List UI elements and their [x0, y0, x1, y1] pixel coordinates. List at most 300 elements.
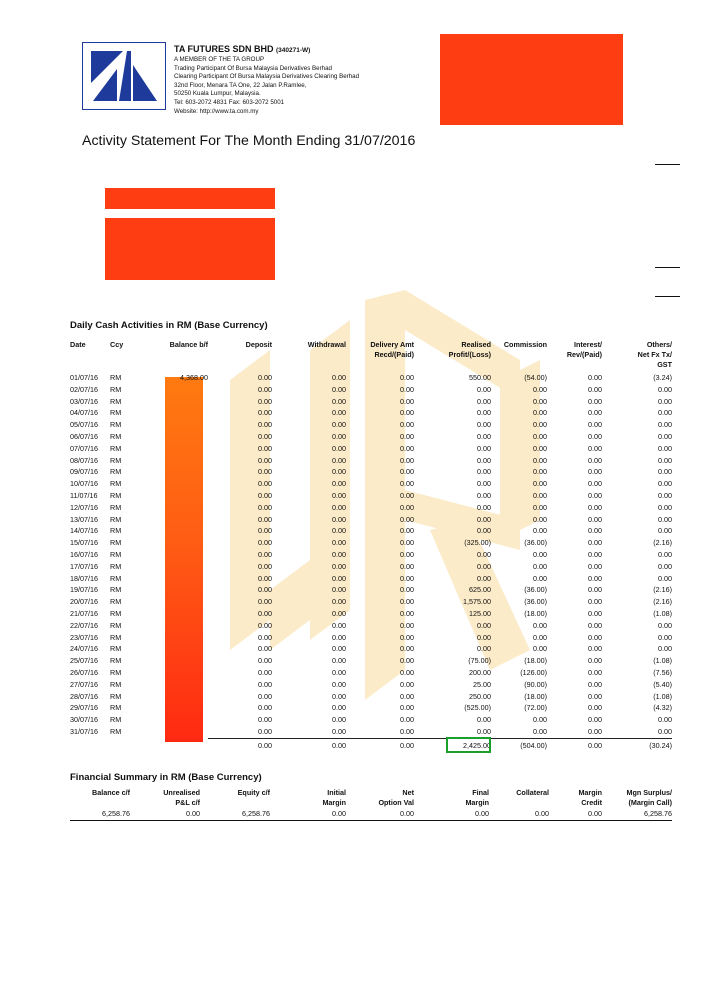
header-deposit: Deposit	[245, 340, 272, 349]
cell-deposit: 0.00	[258, 597, 272, 607]
cell-balance	[150, 679, 208, 691]
cell-others: (5.40)	[653, 679, 672, 689]
cell-deposit: 0.00	[258, 691, 272, 701]
cell-interest: 0.00	[588, 514, 602, 524]
summary-header-line2: Margin	[465, 798, 489, 807]
company-details	[174, 44, 434, 116]
cell-withdrawal: 0.00	[332, 656, 346, 666]
cell-balance	[150, 525, 208, 537]
cell-date: 03/07/16	[70, 396, 98, 406]
cell-interest: 0.00	[588, 726, 602, 736]
cell-delivery: 0.00	[400, 408, 414, 418]
company-name-line	[174, 44, 434, 56]
header-others-line2: Net Fx Tx/	[637, 350, 672, 359]
cell-delivery: 0.00	[400, 443, 414, 453]
total-deposit: 0.00	[208, 738, 272, 752]
total-withdrawal: 0.00	[272, 738, 346, 752]
cell-deposit: 0.00	[258, 384, 272, 394]
cell-interest: 0.00	[588, 667, 602, 677]
cell-interest: 0.00	[588, 420, 602, 430]
cell-others: 0.00	[658, 514, 672, 524]
cell-delivery: 0.00	[400, 396, 414, 406]
cell-others: 0.00	[658, 455, 672, 465]
cell-deposit: 0.00	[258, 703, 272, 713]
cell-others: 0.00	[658, 549, 672, 559]
header-balance: Balance b/f	[169, 340, 208, 349]
table-row	[70, 632, 672, 644]
cell-balance	[150, 667, 208, 679]
cell-delivery: 0.00	[400, 549, 414, 559]
cell-delivery: 0.00	[400, 514, 414, 524]
summary-header-line1: Initial	[327, 788, 346, 797]
cell-realised: (525.00)	[464, 703, 491, 713]
table-row	[70, 514, 672, 526]
cell-delivery: 0.00	[400, 644, 414, 654]
cell-realised: 0.00	[477, 715, 491, 725]
cell-ccy: RM	[110, 431, 122, 441]
cell-others: 0.00	[658, 467, 672, 477]
company-logo	[82, 42, 166, 110]
summary-header-line2	[70, 798, 130, 808]
cell-interest: 0.00	[588, 679, 602, 689]
cell-balance	[150, 478, 208, 490]
cell-interest: 0.00	[588, 585, 602, 595]
table-row	[70, 466, 672, 478]
table-row	[70, 667, 672, 679]
total-interest: 0.00	[547, 738, 602, 752]
cell-withdrawal: 0.00	[332, 408, 346, 418]
cell-empty	[70, 738, 110, 752]
cell-balance	[150, 561, 208, 573]
cell-deposit: 0.00	[258, 538, 272, 548]
cell-delivery: 0.00	[400, 703, 414, 713]
cell-withdrawal: 0.00	[332, 538, 346, 548]
header-delivery-line2: Recd/(Paid)	[374, 350, 414, 359]
cell-interest: 0.00	[588, 373, 602, 382]
cell-deposit: 0.00	[258, 679, 272, 689]
cell-balance	[150, 466, 208, 478]
cell-deposit: 0.00	[258, 420, 272, 430]
cell-commission: (36.00)	[524, 585, 547, 595]
cell-ccy: RM	[110, 549, 122, 559]
cell-withdrawal: 0.00	[332, 608, 346, 618]
cell-withdrawal: 0.00	[332, 715, 346, 725]
cell-commission: (126.00)	[520, 667, 547, 677]
cell-date: 22/07/16	[70, 620, 98, 630]
cell-date: 28/07/16	[70, 691, 98, 701]
summary-header	[270, 788, 346, 808]
cell-deposit: 0.00	[258, 656, 272, 666]
summary-header-line2: (Margin Call)	[628, 798, 672, 807]
cell-date: 24/07/16	[70, 644, 98, 654]
cell-withdrawal: 0.00	[332, 431, 346, 441]
cell-withdrawal: 0.00	[332, 549, 346, 559]
cell-deposit: 0.00	[258, 644, 272, 654]
table-row	[70, 714, 672, 726]
cell-interest: 0.00	[588, 502, 602, 512]
cell-commission: 0.00	[533, 632, 547, 642]
cell-date: 18/07/16	[70, 573, 98, 583]
cell-commission: 0.00	[533, 726, 547, 736]
cell-balance	[150, 431, 208, 443]
cell-commission: (36.00)	[524, 597, 547, 607]
cell-ccy: RM	[110, 420, 122, 430]
cell-others: 0.00	[658, 526, 672, 536]
cell-realised: 550.00	[469, 373, 491, 382]
company-name: TA FUTURES SDN BHD	[174, 44, 274, 54]
cell-ccy: RM	[110, 608, 122, 618]
divider	[655, 267, 680, 268]
cell-others: (1.08)	[653, 691, 672, 701]
cell-balance	[150, 443, 208, 455]
cell-realised: 0.00	[477, 502, 491, 512]
cell-realised: 0.00	[477, 479, 491, 489]
company-line: A MEMBER OF THE TA GROUP	[174, 56, 265, 63]
cell-delivery: 0.00	[400, 561, 414, 571]
cell-commission: 0.00	[533, 561, 547, 571]
cell-balance	[150, 608, 208, 620]
summary-value: 0.00	[332, 809, 346, 818]
cell-deposit: 0.00	[258, 408, 272, 418]
cell-balance	[150, 643, 208, 655]
cell-date: 13/07/16	[70, 514, 98, 524]
cell-deposit: 0.00	[258, 526, 272, 536]
cell-date: 16/07/16	[70, 549, 98, 559]
cell-interest: 0.00	[588, 644, 602, 654]
cell-ccy: RM	[110, 490, 122, 500]
cell-interest: 0.00	[588, 549, 602, 559]
cell-withdrawal: 0.00	[332, 597, 346, 607]
cell-withdrawal: 0.00	[332, 479, 346, 489]
cell-date: 02/07/16	[70, 384, 98, 394]
cell-delivery: 0.00	[400, 490, 414, 500]
cell-balance	[150, 620, 208, 632]
financial-summary-table	[70, 788, 672, 820]
table-row	[70, 655, 672, 667]
table-row	[70, 419, 672, 431]
cell-delivery: 0.00	[400, 573, 414, 583]
cell-commission: 0.00	[533, 526, 547, 536]
cell-interest: 0.00	[588, 715, 602, 725]
cell-date: 07/07/16	[70, 443, 98, 453]
cell-realised: 0.00	[477, 573, 491, 583]
cell-withdrawal: 0.00	[332, 455, 346, 465]
cell-interest: 0.00	[588, 691, 602, 701]
total-others: (30.24)	[602, 738, 672, 752]
cell-delivery: 0.00	[400, 667, 414, 677]
cell-deposit: 0.00	[258, 502, 272, 512]
header-delivery-line1: Delivery Amt	[370, 340, 414, 349]
cell-others: 0.00	[658, 573, 672, 583]
summary-header-line2	[489, 798, 549, 808]
cell-realised: 0.00	[477, 467, 491, 477]
cell-others: (2.16)	[653, 585, 672, 595]
summary-value: 0.00	[400, 809, 414, 818]
cell-others: 0.00	[658, 396, 672, 406]
cell-others: (1.08)	[653, 656, 672, 666]
cell-deposit: 0.00	[258, 561, 272, 571]
header-commission: Commission	[503, 340, 547, 349]
cell-deposit: 0.00	[258, 726, 272, 736]
cell-realised: 1,575.00	[463, 597, 491, 607]
summary-header	[130, 788, 200, 808]
cell-ccy: RM	[110, 384, 122, 394]
cell-delivery: 0.00	[400, 679, 414, 689]
cell-commission: 0.00	[533, 467, 547, 477]
cell-deposit: 0.00	[258, 467, 272, 477]
cell-commission: 0.00	[533, 443, 547, 453]
cell-others: (7.56)	[653, 667, 672, 677]
cell-balance	[150, 502, 208, 514]
summary-values-row	[70, 808, 672, 820]
cell-ccy: RM	[110, 632, 122, 642]
cell-realised: 0.00	[477, 384, 491, 394]
redaction-block-address	[105, 218, 275, 280]
cell-balance	[150, 691, 208, 703]
cell-delivery: 0.00	[400, 467, 414, 477]
company-line: Website: http://www.ta.com.my	[174, 107, 259, 115]
cell-commission: (18.00)	[524, 691, 547, 701]
cell-withdrawal: 0.00	[332, 691, 346, 701]
cell-deposit: 0.00	[258, 608, 272, 618]
cell-ccy: RM	[110, 573, 122, 583]
cell-interest: 0.00	[588, 467, 602, 477]
cell-withdrawal: 0.00	[332, 679, 346, 689]
cell-ccy: RM	[110, 691, 122, 701]
summary-value: 0.00	[475, 809, 489, 818]
summary-header-line2: P&L c/f	[175, 798, 200, 807]
cell-commission: 0.00	[533, 549, 547, 559]
cell-deposit: 0.00	[258, 479, 272, 489]
cell-commission: 0.00	[533, 384, 547, 394]
cell-others: 0.00	[658, 490, 672, 500]
cell-withdrawal: 0.00	[332, 703, 346, 713]
cell-withdrawal: 0.00	[332, 526, 346, 536]
cell-date: 23/07/16	[70, 632, 98, 642]
cell-realised: 0.00	[477, 420, 491, 430]
cell-withdrawal: 0.00	[332, 502, 346, 512]
summary-header-row	[70, 788, 672, 808]
cell-withdrawal: 0.00	[332, 585, 346, 595]
company-reg-no: (340271-W)	[276, 47, 311, 54]
cell-others: 0.00	[658, 726, 672, 736]
cell-withdrawal: 0.00	[332, 573, 346, 583]
cell-ccy: RM	[110, 538, 122, 548]
cell-commission: 0.00	[533, 502, 547, 512]
cell-realised: 0.00	[477, 490, 491, 500]
summary-value: 6,258.76	[102, 809, 130, 818]
cell-date: 20/07/16	[70, 597, 98, 607]
cell-interest: 0.00	[588, 703, 602, 713]
cell-date: 19/07/16	[70, 585, 98, 595]
cell-interest: 0.00	[588, 490, 602, 500]
cell-commission: 0.00	[533, 620, 547, 630]
table-row	[70, 691, 672, 703]
summary-value: 6,258.76	[644, 809, 672, 818]
cell-deposit: 0.00	[258, 715, 272, 725]
header-others	[602, 340, 672, 372]
summary-header-line1: Net	[402, 788, 414, 797]
cell-delivery: 0.00	[400, 479, 414, 489]
cell-balance	[150, 596, 208, 608]
cell-realised: 250.00	[469, 691, 491, 701]
cell-others: 0.00	[658, 620, 672, 630]
company-line: Tel: 603-2072 4831 Fax: 603-2072 5001	[174, 98, 285, 106]
cell-ccy: RM	[110, 620, 122, 630]
cell-others: (2.16)	[653, 597, 672, 607]
cell-date: 08/07/16	[70, 455, 98, 465]
cell-deposit: 0.00	[258, 632, 272, 642]
cell-withdrawal: 0.00	[332, 620, 346, 630]
header-realised-line2: Profit/(Loss)	[448, 350, 491, 359]
table-row	[70, 490, 672, 502]
cell-withdrawal: 0.00	[332, 644, 346, 654]
table-row	[70, 537, 672, 549]
cell-realised: 0.00	[477, 726, 491, 736]
cell-commission: 0.00	[533, 455, 547, 465]
cell-others: (1.08)	[653, 608, 672, 618]
cell-ccy: RM	[110, 561, 122, 571]
cell-empty	[110, 738, 150, 752]
header-others-line1: Others/	[646, 340, 672, 349]
daily-cash-title: Daily Cash Activities in RM (Base Currency)	[70, 320, 268, 331]
cell-interest: 0.00	[588, 443, 602, 453]
cell-realised: 0.00	[477, 455, 491, 465]
cell-others: 0.00	[658, 644, 672, 654]
cell-interest: 0.00	[588, 455, 602, 465]
cell-interest: 0.00	[588, 573, 602, 583]
redaction-block-name	[105, 188, 275, 209]
cell-date: 26/07/16	[70, 667, 98, 677]
cell-date: 31/07/16	[70, 727, 98, 737]
table-row	[70, 384, 672, 396]
cell-realised: 125.00	[469, 608, 491, 618]
cell-withdrawal: 0.00	[332, 632, 346, 642]
cell-interest: 0.00	[588, 431, 602, 441]
cell-balance	[150, 655, 208, 667]
cell-balance	[150, 537, 208, 549]
header-delivery	[346, 340, 414, 372]
cell-delivery: 0.00	[400, 715, 414, 725]
summary-header-line1: Final	[472, 788, 489, 797]
cell-ccy: RM	[110, 715, 122, 725]
header-interest-line2: Rev/(Paid)	[566, 350, 602, 359]
cell-others: 0.00	[658, 479, 672, 489]
table-row	[70, 573, 672, 585]
cell-ccy: RM	[110, 396, 122, 406]
company-line: Clearing Participant Of Bursa Malaysia Derivatives Clearing Berhad	[174, 73, 360, 81]
cell-commission: (18.00)	[524, 656, 547, 666]
cell-withdrawal: 0.00	[332, 396, 346, 406]
table-row	[70, 407, 672, 419]
summary-header-line1: Collateral	[516, 788, 549, 797]
summary-header-line2: Margin	[322, 798, 346, 807]
company-line: 50250 Kuala Lumpur, Malaysia.	[174, 90, 261, 98]
cell-commission: 0.00	[533, 431, 547, 441]
cell-withdrawal: 0.00	[332, 667, 346, 677]
cell-others: 0.00	[658, 431, 672, 441]
summary-header	[346, 788, 414, 808]
summary-header-line2	[200, 798, 270, 808]
cell-date: 14/07/16	[70, 526, 98, 536]
cell-balance	[150, 419, 208, 431]
cell-balance	[150, 407, 208, 419]
cell-commission: (72.00)	[524, 703, 547, 713]
cell-delivery: 0.00	[400, 608, 414, 618]
cell-delivery: 0.00	[400, 620, 414, 630]
summary-header-line1: Mgn Surplus/	[626, 788, 672, 797]
cell-balance	[150, 726, 208, 738]
cell-others: 0.00	[658, 632, 672, 642]
cell-balance	[150, 549, 208, 561]
cell-date: 15/07/16	[70, 538, 98, 548]
total-commission: (504.00)	[491, 738, 547, 752]
cell-realised: (75.00)	[468, 656, 491, 666]
cell-ccy: RM	[110, 408, 122, 418]
summary-value: 0.00	[186, 809, 200, 818]
cell-ccy: RM	[110, 467, 122, 477]
cell-commission: 0.00	[533, 514, 547, 524]
cell-balance	[150, 714, 208, 726]
cell-date: 30/07/16	[70, 715, 98, 725]
cell-interest: 0.00	[588, 479, 602, 489]
cell-interest: 0.00	[588, 608, 602, 618]
cell-interest: 0.00	[588, 656, 602, 666]
header-withdrawal: Withdrawal	[307, 340, 346, 349]
cell-deposit: 0.00	[258, 667, 272, 677]
cell-ccy: RM	[110, 373, 122, 382]
table-row	[70, 443, 672, 455]
cell-delivery: 0.00	[400, 726, 414, 736]
table-row	[70, 396, 672, 408]
cell-date: 05/07/16	[70, 420, 98, 430]
header-date: Date	[70, 340, 86, 349]
cell-deposit: 0.00	[258, 373, 272, 382]
table-row	[70, 643, 672, 655]
cell-realised: 0.00	[477, 396, 491, 406]
cell-date: 27/07/16	[70, 679, 98, 689]
totals-row	[70, 738, 672, 752]
cell-commission: 0.00	[533, 573, 547, 583]
cell-interest: 0.00	[588, 620, 602, 630]
summary-header-line1: Margin	[578, 788, 602, 797]
table-row	[70, 502, 672, 514]
cell-others: (3.24)	[653, 373, 672, 382]
cell-realised: 0.00	[477, 526, 491, 536]
total-realised: 2,425.00	[414, 738, 491, 752]
cell-others: (4.32)	[653, 703, 672, 713]
total-delivery: 0.00	[346, 738, 414, 752]
cell-interest: 0.00	[588, 526, 602, 536]
cell-delivery: 0.00	[400, 656, 414, 666]
cell-balance	[150, 455, 208, 467]
cell-realised: 0.00	[477, 443, 491, 453]
table-row	[70, 549, 672, 561]
table-row	[70, 372, 672, 384]
summary-header	[549, 788, 602, 808]
cell-commission: 0.00	[533, 715, 547, 725]
cell-date: 04/07/16	[70, 408, 98, 418]
table-row	[70, 455, 672, 467]
cell-delivery: 0.00	[400, 585, 414, 595]
table-row	[70, 702, 672, 714]
realised-total-highlight	[446, 737, 491, 753]
summary-header	[414, 788, 489, 808]
daily-cash-table	[70, 340, 672, 752]
cell-balance	[150, 384, 208, 396]
cell-balance	[150, 396, 208, 408]
cell-ccy: RM	[110, 585, 122, 595]
